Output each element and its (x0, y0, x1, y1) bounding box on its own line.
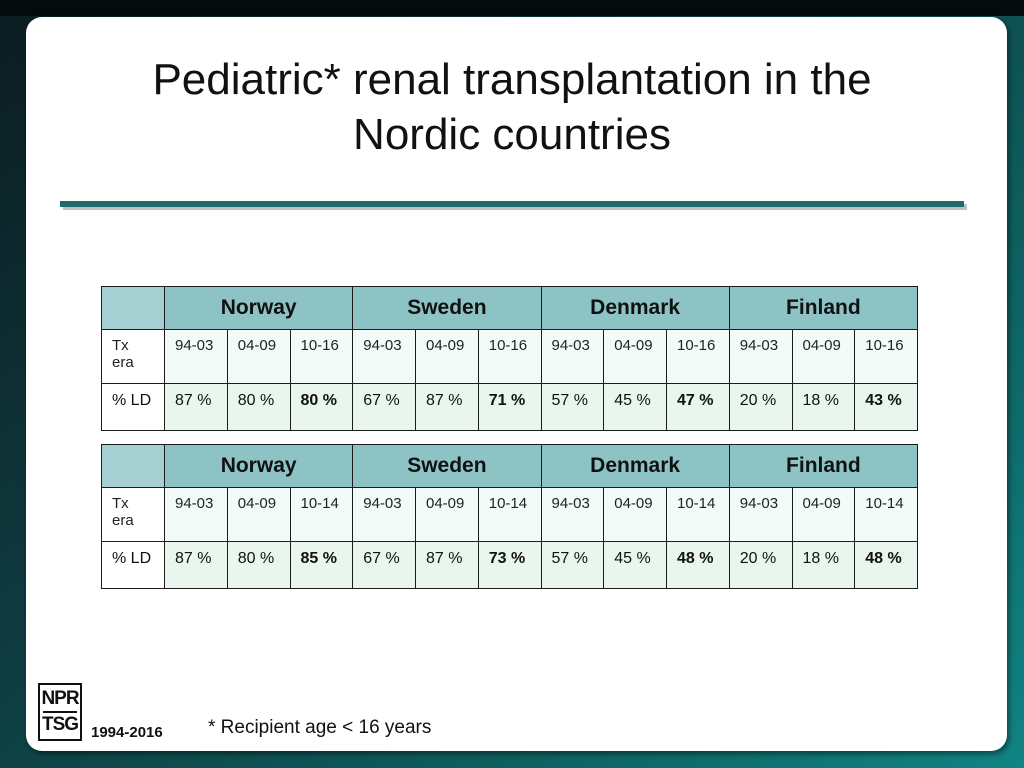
era-cell: 10-14 (478, 488, 541, 542)
era-cell: 10-14 (667, 488, 730, 542)
logo-divider (43, 711, 77, 713)
slide-title-line-1: Pediatric* renal transplantation in the (152, 55, 872, 104)
era-cell: 94-03 (541, 330, 604, 384)
ld-cell: 57 % (541, 542, 604, 589)
country-header-row (102, 445, 918, 488)
era-cell: 04-09 (792, 330, 855, 384)
ld-cell: 45 % (604, 542, 667, 589)
era-cell: 04-09 (416, 330, 479, 384)
era-cell: 94-03 (541, 488, 604, 542)
slide-title-line-2: Nordic countries (353, 110, 671, 159)
country-header-row (102, 287, 918, 330)
era-cell: 94-03 (729, 330, 792, 384)
ld-cell-latest: 73 % (478, 542, 541, 589)
country-header: Sweden (353, 287, 541, 330)
ld-cell: 87 % (416, 542, 479, 589)
header-corner-cell (102, 287, 165, 330)
ld-cell: 18 % (792, 384, 855, 431)
ld-cell-latest: 43 % (855, 384, 918, 431)
era-cell: 94-03 (353, 330, 416, 384)
tx-era-label: Tx era (102, 488, 165, 542)
ld-label: % LD (102, 384, 165, 431)
ld-row (102, 542, 918, 589)
country-header: Finland (729, 445, 917, 488)
era-cell: 04-09 (227, 488, 290, 542)
logo-text-bottom: TSG (41, 714, 79, 735)
ld-cell: 18 % (792, 542, 855, 589)
ld-cell: 20 % (729, 384, 792, 431)
ld-cell-latest: 47 % (667, 384, 730, 431)
country-header: Denmark (541, 445, 729, 488)
era-cell: 04-09 (792, 488, 855, 542)
ld-row (102, 384, 918, 431)
era-cell: 10-14 (855, 488, 918, 542)
ld-cell: 57 % (541, 384, 604, 431)
ld-cell: 67 % (353, 542, 416, 589)
era-cell: 94-03 (165, 330, 228, 384)
era-cell: 94-03 (353, 488, 416, 542)
tx-era-row (102, 488, 918, 542)
era-cell: 04-09 (604, 488, 667, 542)
header-corner-cell (102, 445, 165, 488)
ld-cell: 67 % (353, 384, 416, 431)
ld-label: % LD (102, 542, 165, 589)
era-cell: 94-03 (729, 488, 792, 542)
country-header: Denmark (541, 287, 729, 330)
country-header: Sweden (353, 445, 541, 488)
footnote: * Recipient age < 16 years (208, 717, 432, 738)
ld-cell: 80 % (227, 542, 290, 589)
era-cell: 10-16 (290, 330, 353, 384)
era-cell: 10-16 (855, 330, 918, 384)
ld-cell: 45 % (604, 384, 667, 431)
ld-cell-latest: 48 % (855, 542, 918, 589)
era-cell: 04-09 (227, 330, 290, 384)
ld-table-2016 (101, 286, 918, 431)
country-header: Finland (729, 287, 917, 330)
ld-cell-latest: 48 % (667, 542, 730, 589)
ld-cell: 80 % (227, 384, 290, 431)
era-cell: 10-16 (667, 330, 730, 384)
title-divider (60, 201, 964, 207)
registry-years: 1994-2016 (91, 724, 163, 741)
era-cell: 94-03 (165, 488, 228, 542)
ld-table-2014 (101, 444, 918, 589)
ld-cell: 87 % (165, 542, 228, 589)
country-header: Norway (165, 287, 353, 330)
era-cell: 04-09 (416, 488, 479, 542)
era-cell: 04-09 (604, 330, 667, 384)
era-cell: 10-16 (478, 330, 541, 384)
top-bar (0, 0, 1024, 16)
country-header: Norway (165, 445, 353, 488)
ld-cell-latest: 85 % (290, 542, 353, 589)
logo-text-top: NPR (41, 688, 79, 709)
ld-cell: 20 % (729, 542, 792, 589)
era-cell: 10-14 (290, 488, 353, 542)
ld-cell-latest: 71 % (478, 384, 541, 431)
ld-cell-latest: 80 % (290, 384, 353, 431)
ld-cell: 87 % (165, 384, 228, 431)
slide-title (0, 52, 1024, 162)
ld-cell: 87 % (416, 384, 479, 431)
nprtsg-logo (38, 683, 82, 741)
tx-era-row (102, 330, 918, 384)
tx-era-label: Tx era (102, 330, 165, 384)
